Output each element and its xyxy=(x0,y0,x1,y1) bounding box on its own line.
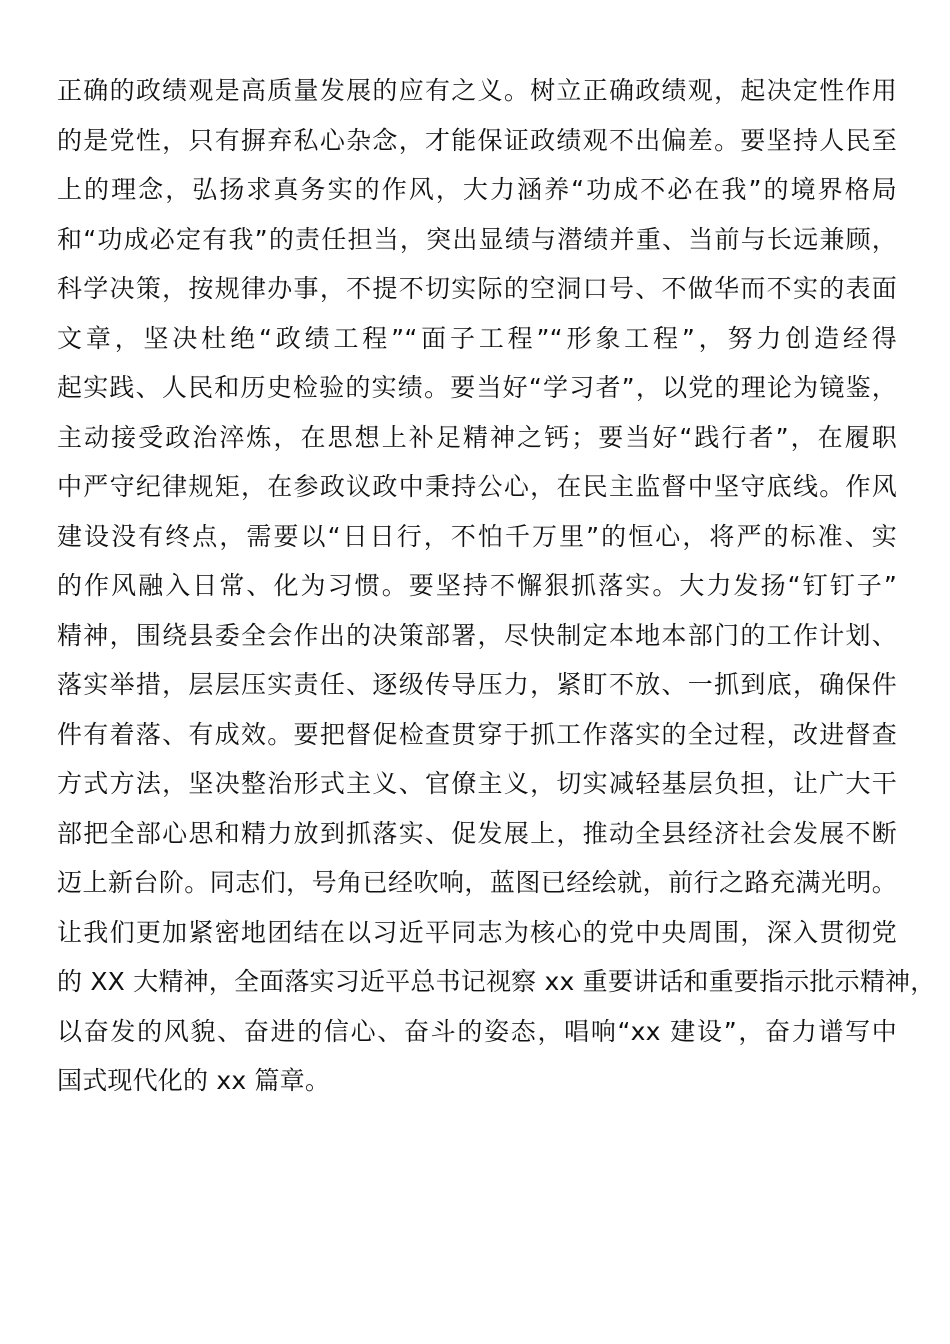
text-line: 迈上新台阶。同志们，号角已经吹响，蓝图已经绘就，前行之路充满光明。 xyxy=(57,868,897,897)
text-line: 正确的政绩观是高质量发展的应有之义。树立正确政绩观，起决定性作用 xyxy=(57,76,897,105)
text-line: 让我们更加紧密地团结在以习近平同志为核心的党中央周围，深入贯彻党 xyxy=(57,917,897,947)
text-line-last: 国式现代化的 xx 篇章。 xyxy=(57,1066,331,1095)
body-paragraph xyxy=(57,66,936,1106)
text-line: 件有着落、有成效。要把督促检查贯穿于抓工作落实的全过程，改进督查 xyxy=(57,719,897,749)
text-line: 的是党性，只有摒弃私心杂念，才能保证政绩观不出偏差。要坚持人民至 xyxy=(57,125,897,155)
text-line: 文章，坚决杜绝“政绩工程”“面子工程”“形象工程”，努力创造经得 xyxy=(57,323,897,353)
text-line: 上的理念，弘扬求真务实的作风，大力涵养“功成不必在我”的境界格局 xyxy=(57,175,897,204)
text-line: 主动接受政治淬炼，在思想上补足精神之钙；要当好“践行者”，在履职 xyxy=(57,422,897,452)
text-line: 落实举措，层层压实责任、逐级传导压力，紧盯不放、一抓到底，确保件 xyxy=(57,670,897,699)
text-line: 部把全部心思和精力放到抓落实、促发展上，推动全县经济社会发展不断 xyxy=(57,818,897,848)
text-line: 方式方法，坚决整治形式主义、官僚主义，切实减轻基层负担，让广大干 xyxy=(57,769,897,798)
text-line: 的作风融入日常、化为习惯。要坚持不懈狠抓落实。大力发扬“钉钉子” xyxy=(57,571,897,600)
text-line: 的 XX 大精神，全面落实习近平总书记视察 xx 重要讲话和重要指示批示精神， xyxy=(57,967,936,996)
text-line: 科学决策，按规律办事，不提不切实际的空洞口号、不做华而不实的表面 xyxy=(57,274,897,303)
text-line: 以奋发的风貌、奋进的信心、奋斗的姿态，唱响“xx 建设”，奋力谱写中 xyxy=(57,1016,897,1046)
text-line: 精神，围绕县委全会作出的决策部署，尽快制定本地本部门的工作计划、 xyxy=(57,620,897,650)
text-line: 起实践、人民和历史检验的实绩。要当好“学习者”，以党的理论为镜鉴， xyxy=(57,373,897,402)
text-line: 中严守纪律规矩，在参政议政中秉持公心，在民主监督中坚守底线。作风 xyxy=(57,472,897,501)
text-line: 和“功成必定有我”的责任担当，突出显绩与潜绩并重、当前与长远兼顾， xyxy=(57,224,897,254)
text-line: 建设没有终点，需要以“日日行，不怕千万里”的恒心，将严的标准、实 xyxy=(57,521,897,551)
